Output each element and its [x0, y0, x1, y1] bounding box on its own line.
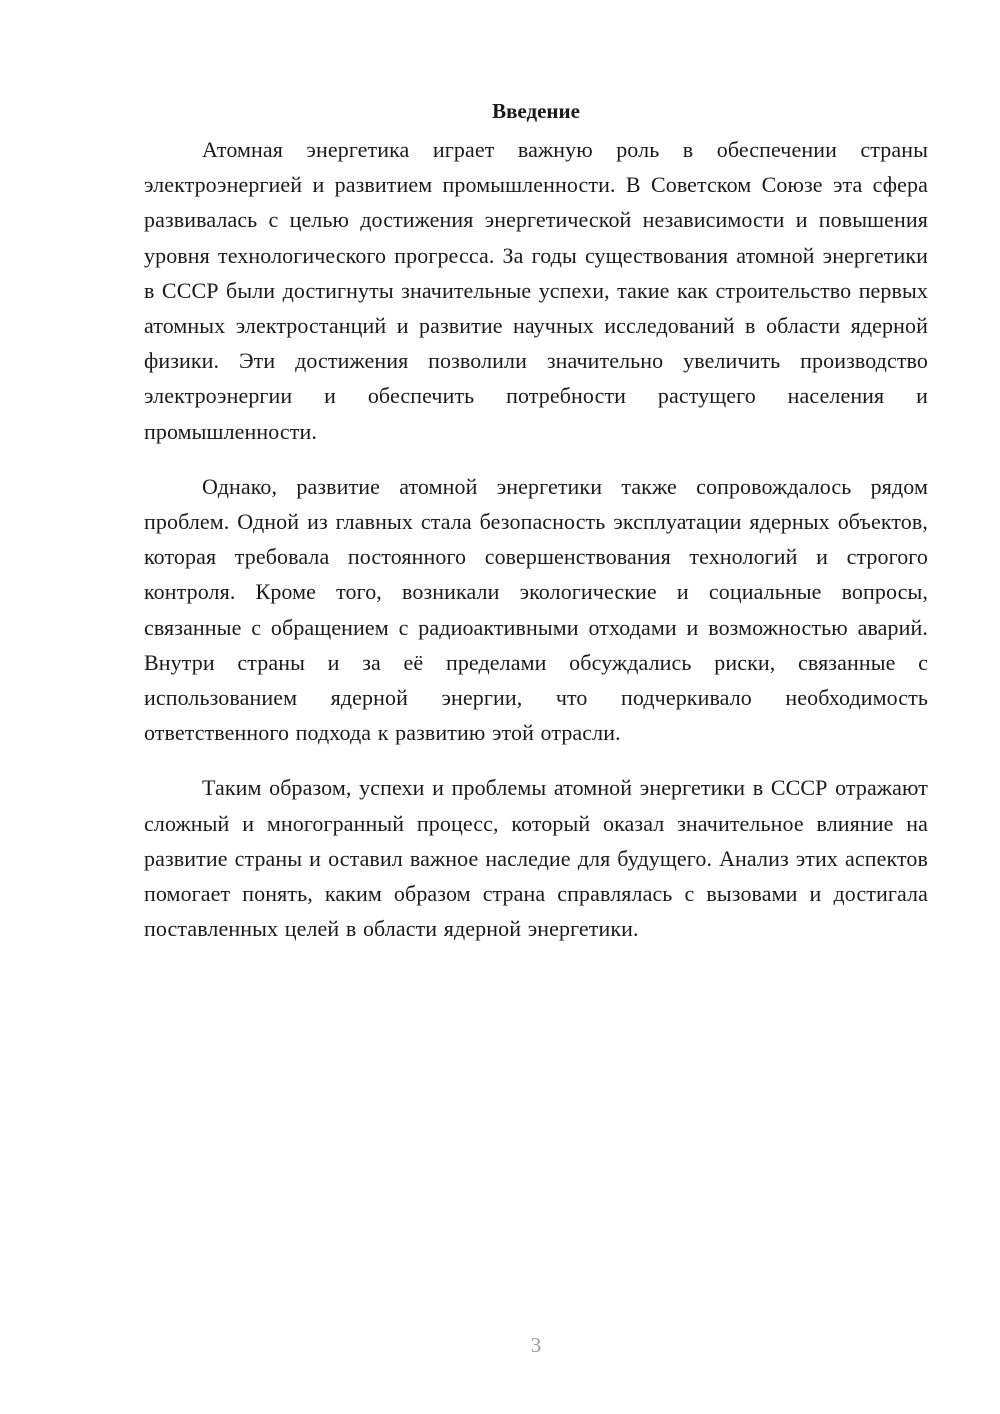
section-heading: Введение — [492, 99, 580, 123]
page-number: 3 — [530, 1333, 542, 1357]
paragraph-2: Однако, развитие атомной энергетики также сопровождалось рядом проблем. Одной из главных стала безопасность эксплуатации ядерных объектов, которая требовала постоянного совершенствования технологий и строгого контроля. Кроме того, возникали экологические и социальные вопросы, связанные с обращением с радиоактивными отходами и возможностью аварий. Внутри страны и за её пределами обсуждались риски, связанные с использованием ядерной энергии, что подчеркивало необходимость ответственного подхода к развитию этой отрасли. — [144, 473, 928, 746]
paragraph-3: Таким образом, успехи и проблемы атомной энергетики в СССР отражают сложный и многогранный процесс, который оказал значительное влияние на развитие страны и оставил важное наследие для будущего. Анализ этих аспектов помогает понять, каким образом страна справлялась с вызовами и достигала поставленных целей в области ядерной энергетики. — [144, 775, 928, 942]
paragraph-1: Атомная энергетика играет важную роль в обеспечении страны электроэнергией и развитием промышленности. В Советском Союзе эта сфера развивалась с целью достижения энергетической независимости и повышения уровня технологического прогресса. За годы существования атомной энергетики в СССР были достигнуты значительные успехи, такие как строительство первых атомных электростанций и развитие научных исследований в области ядерной физики. Эти достижения позволили значительно увеличить производство электроэнергии и обеспечить потребности растущего населения и промышленности. — [144, 137, 928, 444]
document-body — [144, 96, 928, 966]
